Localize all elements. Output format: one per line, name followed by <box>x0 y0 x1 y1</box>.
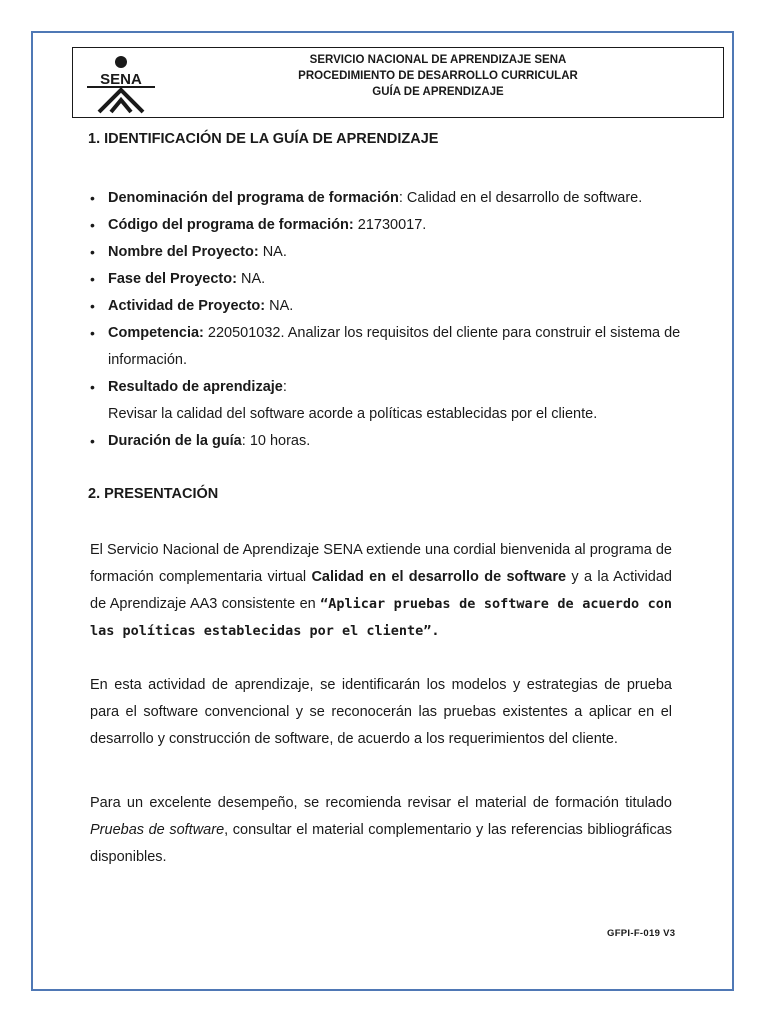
sena-logo-icon <box>83 54 159 114</box>
list-item: • Fase del Proyecto: NA. <box>88 266 688 293</box>
section-1-title: 1. IDENTIFICACIÓN DE LA GUÍA DE APRENDIZAJE <box>88 131 439 147</box>
header-line-2: PROCEDIMIENTO DE DESARROLLO CURRICULAR <box>298 70 578 82</box>
presentation-paragraph-3: Para un excelente desempeño, se recomienda revisar el material de formación titulado Pruebas de software, consultar el material complementario y las referencias bibliográficas disponibles. <box>90 795 673 865</box>
list-item: • Competencia: 220501032. Analizar los requisitos del cliente para construir el sistema de información. <box>88 320 688 374</box>
list-item: • Código del programa de formación: 21730017. <box>88 212 688 239</box>
list-item: • Denominación del programa de formación: Calidad en el desarrollo de software. <box>88 185 688 212</box>
section-2-title: 2. PRESENTACIÓN <box>88 486 219 502</box>
document-header <box>72 47 724 118</box>
identification-list <box>88 185 688 455</box>
header-line-3: GUÍA DE APRENDIZAJE <box>372 86 504 98</box>
list-item: • Duración de la guía: 10 horas. <box>88 428 688 455</box>
form-code: GFPI-F-019 V3 <box>607 928 676 939</box>
list-item: • Resultado de aprendizaje: Revisar la calidad del software acorde a políticas establecidas por el cliente. <box>88 374 688 428</box>
header-titles <box>163 52 713 100</box>
list-item: • Nombre del Proyecto: NA. <box>88 239 688 266</box>
presentation-paragraph-2: En esta actividad de aprendizaje, se identificarán los modelos y estrategias de prueba para el software convencional y se reconocerán las pruebas existentes a aplicar en el desarrollo y construcción de software, de acuerdo a los requerimientos del cliente. <box>90 677 672 747</box>
header-line-1: SERVICIO NACIONAL DE APRENDIZAJE SENA <box>309 54 567 66</box>
svg-text:SENA: SENA <box>100 71 142 88</box>
presentation-paragraph-1: El Servicio Nacional de Aprendizaje SENA extiende una cordial bienvenida al programa de formación complementaria virtual Calidad en el desarrollo de software y a la Actividad de Aprendizaje AA3 consistente en “Aplicar pruebas de software de acuerdo con las políticas establecidas por el cliente”. <box>90 542 672 639</box>
list-item: • Actividad de Proyecto: NA. <box>88 293 688 320</box>
